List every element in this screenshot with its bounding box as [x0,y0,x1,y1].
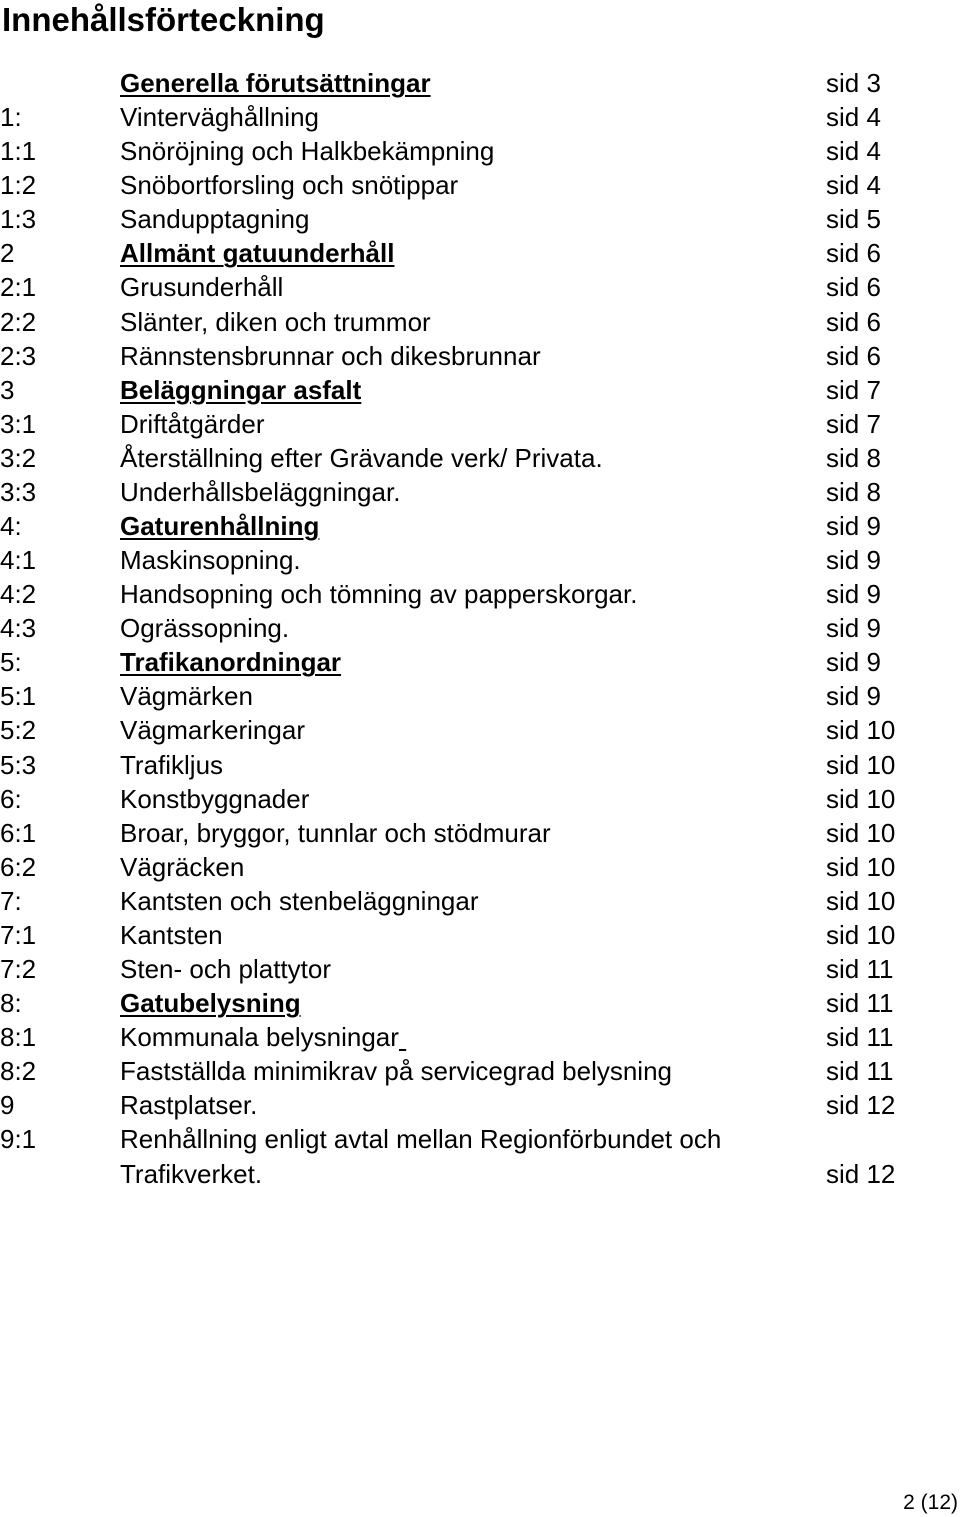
toc-entry-number: 3:1 [0,408,37,439]
toc-entry-page: sid 9 [826,545,881,576]
toc-entry [0,202,960,236]
toc-entry-page: sid 12 [826,1090,896,1121]
toc-entry-page: sid 8 [826,442,881,473]
toc-entry-label: Vägmarkeringar [120,715,305,746]
toc-entry-number: 3:2 [0,442,37,473]
toc-entry [0,134,960,168]
toc-entry-label: Fastställda minimikrav på servicegrad belysning [120,1056,673,1087]
toc-entry-page: sid 4 [826,136,881,167]
toc-entry-page: sid 10 [826,749,896,780]
toc-entry-label [120,1020,406,1054]
toc-entry-number: 6:1 [0,817,37,848]
toc-entry-label: Konstbyggnader [120,783,310,814]
toc-section-heading: Beläggningar asfalt [120,374,362,405]
toc-entry [0,66,960,100]
toc-entry-label: Snöbortforsling och snötippar [120,170,459,201]
toc-entry-page: sid 10 [826,919,896,950]
toc-section-heading: Gaturenhållning [120,511,320,542]
toc-section-heading: Gatubelysning [120,988,301,1019]
toc-entry [0,1088,960,1122]
toc-entry [0,816,960,850]
toc-entry [0,577,960,611]
toc-entry [0,475,960,509]
toc-entry-page: sid 9 [826,681,881,712]
toc-entry-page: sid 10 [826,817,896,848]
toc-entry-number: 8: [0,988,22,1019]
toc-entry-label: Driftåtgärder [120,408,265,439]
toc-entry [0,441,960,475]
toc-entry [0,782,960,816]
toc-entry-label: Trafikverket. [120,1158,263,1189]
toc-entry-label: Kantsten och stenbeläggningar [120,885,479,916]
toc-entry-label: Handsopning och tömning av papperskorgar. [120,579,638,610]
page-title: Innehållsförteckning [2,1,325,38]
toc-entry [0,270,960,304]
toc-entry-number: 8:1 [0,1022,37,1053]
toc-entry [0,1122,960,1156]
toc-section-heading: Generella förutsättningar [120,68,431,98]
toc-entry-number: 7:2 [0,954,37,985]
toc-entry [0,1157,960,1191]
toc-entry-number: 4:3 [0,613,37,644]
toc-entry [0,850,960,884]
toc-entry-number: 5:1 [0,681,37,712]
toc-entry [0,1054,960,1088]
toc-entry-label: Återställning efter Grävande verk/ Privata. [120,442,603,473]
toc-entry-number: 2 [0,238,15,269]
toc-entry [0,645,960,679]
toc-entry-label: Rännstensbrunnar och dikesbrunnar [120,340,541,371]
toc-entry-label: Kantsten [120,919,223,950]
toc-entry-number: 3:3 [0,476,37,507]
toc-entry-page: sid 9 [826,579,881,610]
toc-entry-label: Vägmärken [120,681,253,712]
toc-entry-number: 1: [0,102,22,133]
toc-entry-number: 2:2 [0,306,37,337]
toc-entry-number: 9 [0,1090,15,1121]
toc-entry-page: sid 10 [826,715,896,746]
toc-entry [0,713,960,747]
toc-entry-label: Underhållsbeläggningar. [120,476,401,507]
toc-entry-label: Broar, bryggor, tunnlar och stödmurar [120,817,551,848]
toc-entry-number: 5:3 [0,749,37,780]
toc-entry-number: 7: [0,885,22,916]
toc-section-heading: Trafikanordningar [120,647,342,678]
toc-entry-label: Renhållning enligt avtal mellan Regionförbundet och [120,1124,722,1155]
toc-entry [0,543,960,577]
toc-entry [0,986,960,1020]
toc-entry-page: sid 6 [826,238,881,269]
toc-entry [0,373,960,407]
toc-entry-label: Slänter, diken och trummor [120,306,431,337]
toc-entry-page: sid 11 [826,954,894,985]
toc-entry-number: 8:2 [0,1056,37,1087]
toc-entry-number: 7:1 [0,919,37,950]
toc-entry [0,509,960,543]
toc-entry-page: sid 10 [826,885,896,916]
toc-entry-page: sid 10 [826,851,896,882]
toc-entry [0,236,960,270]
toc-entry [0,884,960,918]
toc-entry [0,748,960,782]
toc-entry-label: Ogrässopning. [120,613,290,644]
toc-entry-number: 5: [0,647,22,678]
toc-entry-label: Snöröjning och Halkbekämpning [120,136,495,167]
toc-entry [0,168,960,202]
toc-entry-number: 6: [0,783,22,814]
toc-entry-number: 1:1 [0,136,37,167]
toc-entry-page: sid 4 [826,102,881,133]
toc-entry-page: sid 4 [826,170,881,201]
toc-entry-label: Grusunderhåll [120,272,284,303]
toc-entry-page: sid 6 [826,340,881,371]
toc-entry [0,952,960,986]
toc-entry-page: sid 7 [826,374,881,405]
toc-entry [0,100,960,134]
toc-entry-number: 9:1 [0,1124,37,1155]
table-of-contents [0,66,960,1191]
toc-entry-label: Sandupptagning [120,204,310,235]
toc-entry-page: sid 12 [826,1158,896,1189]
toc-entry-number: 2:3 [0,340,37,371]
toc-entry-label: Vinterväghållning [120,102,319,133]
toc-entry-label: Maskinsopning. [120,545,301,576]
toc-entry-number: 4:2 [0,579,37,610]
toc-entry-page: sid 9 [826,647,881,678]
toc-section-heading: Allmänt gatuunderhåll [120,238,395,269]
toc-entry-page: sid 9 [826,613,881,644]
toc-entry-number: 6:2 [0,851,37,882]
toc-entry-number: 5:2 [0,715,37,746]
toc-entry-number: 4: [0,511,22,542]
toc-entry-number: 4:1 [0,545,37,576]
toc-entry-page: sid 11 [826,988,894,1019]
toc-entry-page: sid 3 [826,68,881,98]
toc-entry-page: sid 6 [826,272,881,303]
toc-entry-label: Sten- och plattytor [120,954,331,985]
toc-entry-page: sid 10 [826,783,896,814]
toc-entry-number: 1:2 [0,170,37,201]
toc-entry-page: sid 11 [826,1056,894,1087]
toc-entry-page: sid 7 [826,408,881,439]
toc-entry [0,679,960,713]
toc-entry [0,305,960,339]
toc-entry [0,339,960,373]
toc-entry-label: Rastplatser. [120,1090,258,1121]
toc-entry-label: Vägräcken [120,851,245,882]
toc-entry-label-text: Kommunala belysningar [120,1022,399,1053]
toc-entry-number: 2:1 [0,272,37,303]
toc-entry-number: 1:3 [0,204,37,235]
underline-space [399,1022,406,1052]
toc-entry-page: sid 9 [826,511,881,542]
toc-entry [0,611,960,645]
toc-entry-label: Trafikljus [120,749,224,780]
toc-entry [0,407,960,441]
page-number: 2 (12) [903,1491,958,1514]
toc-entry [0,1020,960,1054]
toc-entry-page: sid 8 [826,476,881,507]
toc-entry-page: sid 5 [826,204,881,235]
toc-entry-page: sid 6 [826,306,881,337]
toc-entry [0,918,960,952]
toc-entry-page: sid 11 [826,1022,894,1053]
toc-entry-number: 3 [0,374,15,405]
